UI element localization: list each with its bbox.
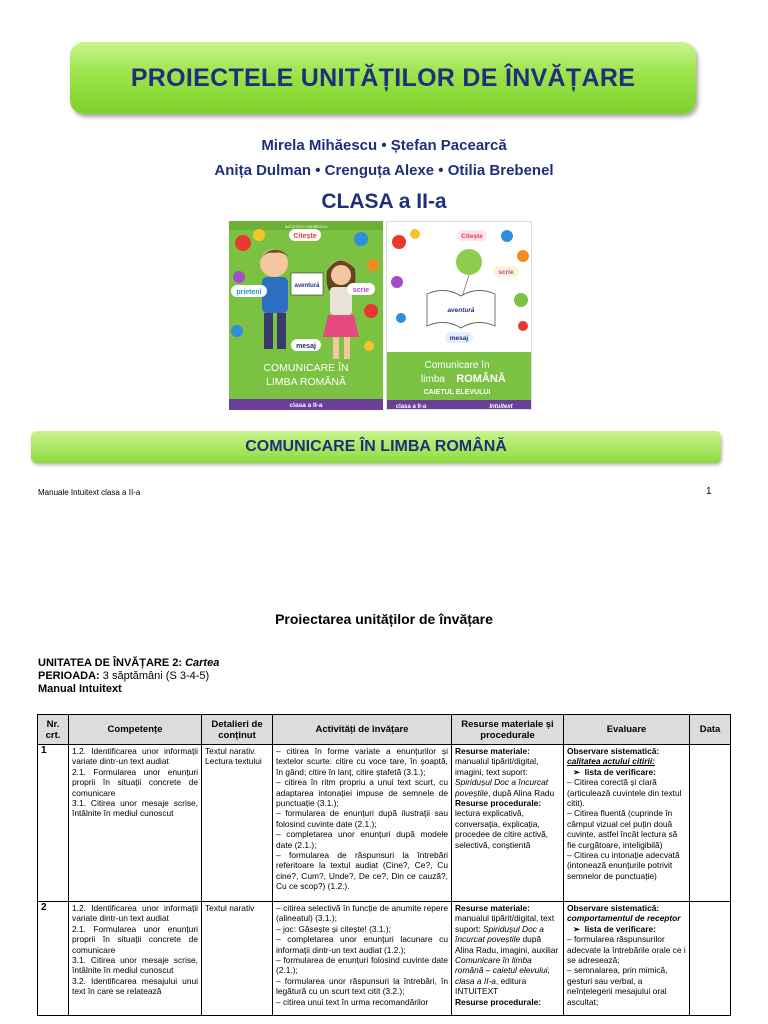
- workbook-publisher: Intuitext: [489, 404, 513, 410]
- resurse-materiale-label: Resurse materiale:: [455, 746, 530, 756]
- subject-title: COMUNICARE ÎN LIMBA ROMÂNĂ: [245, 438, 507, 455]
- data-cell: [690, 902, 731, 1016]
- unit-value: Cartea: [185, 657, 220, 669]
- subject-banner: [31, 431, 721, 463]
- competenta-item: 3.1. Citirea unor mesaje scrise, întâlnite în mediul cunoscut: [72, 955, 198, 976]
- period-value: 3 săptămâni (S 3-4-5): [102, 670, 210, 682]
- resurse-procedurale-text: lectura explicativă, conversația, explicația, procedee de citire activă, selectivă, conștientă: [455, 808, 549, 850]
- evaluare-checklist-label: lista de verificare:: [584, 923, 656, 934]
- evaluare-item: – Citirea fluentă (cuprinde în câmpul vizual cel puțin două cuvinte, astfel încât lectura să fie curgătoare, inteligibilă): [567, 808, 678, 850]
- col-header-detalieri: Detalieri de conținut: [202, 715, 273, 745]
- col-header-activitati: Activități de învățare: [273, 715, 452, 745]
- resurse-materiale-text: manualul tipărit/digital, imagini, text suport:: [455, 756, 539, 777]
- activitate-item: – citirea în ritm propriu a unui text scurt, cu adaptarea intonației impuse de semnele de punctuație (3.1.);: [276, 777, 448, 809]
- evaluare-checklist: [567, 767, 686, 777]
- evaluare-item: – Citirea corectă și clară (articulează cuvintele din textul citit).: [567, 777, 682, 809]
- row-number: 1: [38, 745, 69, 902]
- activitate-item: – completarea unor enunțuri lacunare cu informații dintr-un text audiat (1.2.);: [276, 934, 448, 955]
- authors-line-2: Anița Dulman • Crenguța Alexe • Otilia Brebenel: [214, 162, 554, 179]
- evaluare-method: calitatea actului citirii:: [567, 756, 655, 767]
- planning-table: [37, 714, 731, 1016]
- resurse-procedurale-label: Resurse procedurale:: [455, 798, 542, 809]
- evaluare-checklist-label: lista de verificare:: [584, 766, 656, 777]
- textbook-cover-illustration: [229, 221, 383, 410]
- resurse-cell: [452, 902, 564, 1016]
- unit-label: UNITATEA DE ÎNVĂȚARE 2:: [38, 657, 183, 669]
- workbook-title-limba: limba: [421, 374, 445, 385]
- resurse-materiale-text: manualul tipărit/digital, text suport:: [455, 913, 555, 934]
- detaliere-item: Lectura textului: [205, 756, 262, 767]
- col-header-competente: Competențe: [69, 715, 202, 745]
- resurse-autor: după Alina Radu, imagini, auxiliar: [455, 934, 559, 955]
- workbook-word-aventura: aventură: [447, 307, 475, 314]
- resurse-materiale-label: Resurse materiale:: [455, 903, 530, 913]
- activitate-item: – citirea selectivă în funcție de anumite repere (alineatul) (3.1.);: [276, 903, 448, 924]
- evaluare-label: Observare sistematică:: [567, 903, 660, 913]
- evaluare-checklist: [567, 924, 686, 934]
- unit-line: [38, 657, 219, 670]
- resurse-autor: , după Alina Radu: [488, 787, 555, 798]
- detaliere-item: Textul narativ.: [205, 746, 257, 756]
- resurse-auxiliar: Comunicare în limba română – caietul elevului, clasa a II-a: [455, 955, 550, 986]
- col-header-data: Data: [690, 715, 731, 745]
- cover-title-line-1: COMUNICARE ÎN: [263, 362, 349, 374]
- col-header-resurse: Resurse materiale și procedurale: [452, 715, 564, 745]
- competenta-item: 3.1. Citirea unor mesaje scrise, întâlnite în mediul cunoscut: [72, 798, 198, 819]
- page-number: 1: [706, 486, 712, 497]
- activitate-item: – citirea unui text în urma recomandărilor: [276, 996, 429, 1007]
- class-heading: CLASA a II-a: [321, 190, 447, 213]
- competente-cell: [69, 745, 202, 902]
- activitati-cell: [273, 902, 452, 1016]
- cover-word-mesaj: mesaj: [296, 343, 316, 350]
- detaliere-item: Textul narativ: [205, 903, 255, 913]
- evaluare-item: – semnalarea, prin mimică, gesturi sau verbal, a neînțelegerii mesajului oral ascultat;: [567, 965, 668, 1007]
- competenta-item: 2.1. Formularea unor enunțuri proprii în situații concrete de comunicare: [72, 766, 198, 798]
- cover-class-band: clasa a II-a: [289, 402, 323, 409]
- activitati-cell: [273, 745, 452, 902]
- title-banner: [70, 42, 696, 114]
- activitate-item: – formularea de enunțuri după ilustrații sau folosind cuvinte date (2.1.);: [276, 808, 448, 829]
- activitate-item: – joc: Găsește și citește! (3.1.);: [276, 923, 391, 934]
- evaluare-method: comportamentul de receptor: [567, 913, 681, 924]
- workbook-cover-illustration: [387, 222, 532, 410]
- workbook-title-caietul: CAIETUL ELEVULUI: [423, 389, 491, 396]
- evaluare-item: – Citirea cu intonație adecvată (intonează enunțurile potrivit semnelor de punctuație): [567, 850, 680, 881]
- workbook-cover: [386, 221, 532, 410]
- manual-line: Manual Intuitext: [38, 683, 122, 695]
- document-title: PROIECTELE UNITĂȚILOR DE ÎNVĂȚARE: [130, 63, 636, 92]
- activitate-item: – formularea de enunțuri folosind cuvinte date (2.1.);: [276, 955, 448, 976]
- cover-word-scrie: scrie: [352, 287, 370, 294]
- cover-publisher-top: INTUITEXT MIHĂESCU: [284, 224, 328, 229]
- col-header-evaluare: Evaluare: [564, 715, 690, 745]
- table-row: [38, 745, 731, 902]
- workbook-word-citeste: Citește: [461, 233, 483, 240]
- row-number: 2: [38, 902, 69, 1016]
- resurse-editura: , editura INTUITEXT: [455, 975, 527, 997]
- evaluare-cell: [564, 902, 690, 1016]
- arrow-bullet-icon: ➢: [573, 923, 585, 934]
- evaluare-item: – formularea răspunsurilor adecvate la întrebările orale ce i se adresează;: [567, 934, 686, 966]
- data-cell: [690, 745, 731, 902]
- resurse-text-suport: Spiridușul Doc a încurcat poveștile: [455, 923, 544, 945]
- table-header-row: [38, 715, 731, 745]
- table-row: [38, 902, 731, 1016]
- detalieri-cell: [202, 745, 273, 902]
- resurse-text-suport: Spiridușul Doc a încurcat poveștile: [455, 777, 549, 798]
- workbook-word-scrie: scrie: [498, 269, 514, 276]
- workbook-title-line-1: Comunicare în: [424, 360, 490, 371]
- competenta-item: 2.1. Formularea unor enunțuri proprii în situații concrete de comunicare: [72, 923, 198, 955]
- competenta-item: 3.2. Identificarea mesajului unui text în care se relatează: [72, 975, 198, 997]
- activitate-item: – formularea de răspunsuri la întrebări referitoare la textul audiat (Cine?, Ce?, Cu cine?, Cum?, Unde?, De ce?, Din ce cauză?, Cu ce scop?) (1.2.).: [276, 850, 448, 892]
- activitate-item: – completarea unor enunțuri după modele date (2.1.);: [276, 829, 448, 850]
- competente-cell: [69, 902, 202, 1016]
- col-header-nr: Nr. crt.: [38, 715, 69, 745]
- activitate-item: – formularea unor răspunsuri la întrebări, în legătură cu un scurt text citit (3.2.);: [276, 975, 448, 997]
- textbook-cover: [229, 221, 383, 410]
- cover-word-aventura: aventură: [294, 283, 320, 289]
- cover-word-prieteni: prieteni: [236, 289, 262, 296]
- cover-word-citeste: Citește: [293, 233, 317, 240]
- evaluare-label: Observare sistematică:: [567, 746, 660, 756]
- detalieri-cell: [202, 902, 273, 1016]
- arrow-bullet-icon: ➢: [573, 766, 585, 777]
- period-label: PERIOADA:: [38, 670, 100, 682]
- period-line: [38, 670, 209, 683]
- workbook-class-band: clasa a II-a: [395, 404, 427, 410]
- competenta-item: 1.2. Identificarea unor informații variate dintr-un text audiat: [72, 746, 198, 767]
- footer-text: Manuale Intuitext clasa a II-a: [38, 488, 141, 497]
- workbook-word-mesaj: mesaj: [449, 335, 469, 342]
- cover-title-line-2: LIMBA ROMÂNĂ: [266, 376, 346, 388]
- planning-title: Proiectarea unităților de învățare: [275, 611, 493, 627]
- activitate-item: – citirea în forme variate a enunțurilor și textelor scurte: citire cu voce tare, în șoaptă, în gând; citire în lanț, citire ștafetă (3.1.);: [276, 746, 448, 777]
- resurse-procedurale-label: Resurse procedurale:: [455, 996, 542, 1007]
- competenta-item: 1.2. Identificarea unor informații variate dintr-un text audiat: [72, 903, 198, 924]
- evaluare-cell: [564, 745, 690, 902]
- resurse-cell: [452, 745, 564, 902]
- workbook-title-romana: ROMÂNĂ: [456, 373, 506, 385]
- authors-line-1: Mirela Mihăescu • Ștefan Pacearcă: [261, 137, 507, 154]
